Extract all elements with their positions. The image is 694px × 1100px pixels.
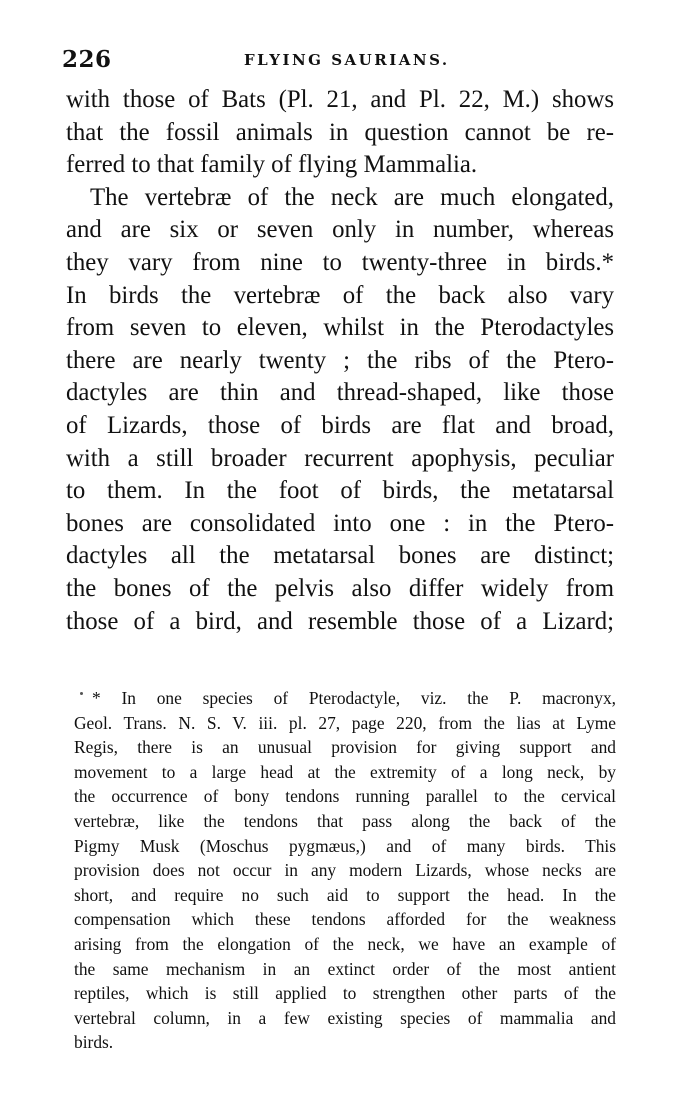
text-line: and are six or seven only in number, whereas (66, 216, 614, 244)
footnote-line: reptiles, which is still applied to strengthen other parts of the (74, 983, 616, 1004)
text-line: bones are consolidated into one : in the Ptero- (66, 509, 614, 537)
footnote-line: Geol. Trans. N. S. V. iii. pl. 27, page 220, from the lias at Lyme (74, 712, 616, 733)
footnote-line: the same mechanism in an extinct order of the most antient (74, 958, 616, 979)
text-line: dactyles all the metatarsal bones are distinct; (66, 542, 614, 570)
text-line: with those of Bats (Pl. 21, and Pl. 22, M.) shows (66, 86, 614, 113)
text-line: that the fossil animals in question cannot be re- (66, 118, 614, 146)
text-line: the bones of the pelvis also differ widely from (66, 574, 614, 602)
text-line: there are nearly twenty ; the ribs of the Ptero- (66, 346, 614, 374)
footnote (74, 686, 616, 1055)
footnote-line: the occurrence of bony tendons running parallel to the cervical (74, 786, 616, 807)
footnote-line: compensation which these tendons afforded for the weakness (74, 909, 616, 930)
footnote-line: birds. (74, 1032, 114, 1053)
page-header (62, 46, 622, 76)
text-line: those of a bird, and resemble those of a Lizard; (66, 607, 614, 635)
footnote-line: Pigmy Musk (Moschus pygmæus,) and of many birds. This (74, 835, 616, 856)
text-line: from seven to eleven, whilst in the Pterodactyles (66, 314, 614, 342)
text-line: The vertebræ of the neck are much elongated, (90, 183, 614, 211)
text-line: ferred to that family of flying Mammalia. (66, 151, 478, 179)
footnote-line: arising from the elongation of the neck, we have an example of (74, 933, 616, 954)
footnote-line: movement to a large head at the extremity of a long neck, by (74, 761, 616, 782)
footnote-line: short, and require no such aid to support the head. In the (74, 884, 616, 905)
footnote-line: vertebral column, in a few existing species of mammalia and (74, 1007, 616, 1028)
text-line: dactyles are thin and thread-shaped, like those (66, 379, 614, 407)
footnote-line: * In one species of Pterodactyle, viz. the P. macronyx, (92, 688, 616, 708)
running-head: FLYING SAURIANS. (244, 51, 450, 69)
footnote-line: provision does not occur in any modern Lizards, whose necks are (74, 860, 616, 881)
main-text (66, 84, 614, 638)
text-line: they vary from nine to twenty-three in birds.* (66, 248, 614, 276)
footnote-line: vertebræ, like the tendons that pass along the back of the (74, 810, 616, 831)
text-line: to them. In the foot of birds, the metatarsal (66, 477, 614, 505)
text-line: with a still broader recurrent apophysis, peculiar (66, 444, 614, 472)
page-number: 226 (62, 46, 112, 73)
footnote-line: Regis, there is an unusual provision for giving support and (74, 737, 616, 758)
text-line: of Lizards, those of birds are flat and broad, (66, 411, 614, 439)
text-line: In birds the vertebræ of the back also vary (66, 281, 614, 309)
